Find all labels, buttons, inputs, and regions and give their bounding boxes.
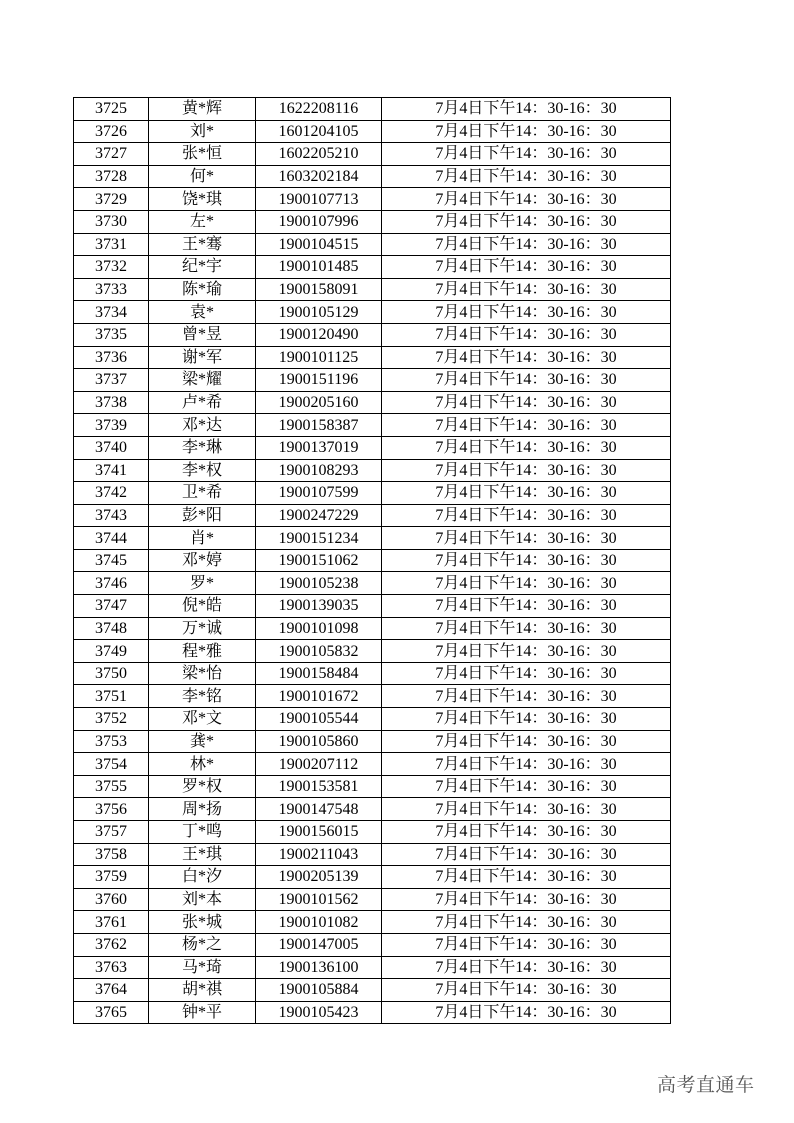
row-number-cell: 3754: [74, 753, 149, 776]
name-cell: 丁*鸣: [149, 821, 256, 844]
row-number-cell: 3739: [74, 414, 149, 437]
name-cell: 林*: [149, 753, 256, 776]
student-id-cell: 1900205139: [256, 866, 382, 889]
table-row: [74, 640, 671, 663]
name-cell: 陈*瑜: [149, 278, 256, 301]
row-number-cell: 3746: [74, 572, 149, 595]
table-row: [74, 730, 671, 753]
row-number-cell: 3751: [74, 685, 149, 708]
table-row: [74, 1001, 671, 1024]
name-cell: 杨*之: [149, 933, 256, 956]
table-row: [74, 708, 671, 731]
row-number-cell: 3729: [74, 188, 149, 211]
name-cell: 马*琦: [149, 956, 256, 979]
name-cell: 王*骞: [149, 233, 256, 256]
row-number-cell: 3757: [74, 821, 149, 844]
table-row: [74, 459, 671, 482]
student-id-cell: 1900156015: [256, 821, 382, 844]
name-cell: 袁*: [149, 301, 256, 324]
exam-time-cell: 7月4日下午14：30-16：30: [382, 1001, 671, 1024]
name-cell: 梁*怡: [149, 662, 256, 685]
exam-time-cell: 7月4日下午14：30-16：30: [382, 301, 671, 324]
row-number-cell: 3762: [74, 933, 149, 956]
student-id-cell: 1900101098: [256, 617, 382, 640]
exam-time-cell: 7月4日下午14：30-16：30: [382, 753, 671, 776]
student-id-cell: 1900105832: [256, 640, 382, 663]
name-cell: 梁*耀: [149, 369, 256, 392]
exam-time-cell: 7月4日下午14：30-16：30: [382, 866, 671, 889]
student-id-cell: 1900158387: [256, 414, 382, 437]
name-cell: 张*城: [149, 911, 256, 934]
watermark-text: 高考直通车: [657, 1074, 755, 1096]
exam-time-cell: 7月4日下午14：30-16：30: [382, 979, 671, 1002]
row-number-cell: 3753: [74, 730, 149, 753]
exam-time-cell: 7月4日下午14：30-16：30: [382, 233, 671, 256]
exam-time-cell: 7月4日下午14：30-16：30: [382, 482, 671, 505]
table-row: [74, 233, 671, 256]
student-id-cell: 1900151062: [256, 549, 382, 572]
student-id-cell: 1900107713: [256, 188, 382, 211]
exam-time-cell: 7月4日下午14：30-16：30: [382, 414, 671, 437]
name-cell: 邓*文: [149, 708, 256, 731]
student-id-cell: 1900211043: [256, 843, 382, 866]
exam-time-cell: 7月4日下午14：30-16：30: [382, 617, 671, 640]
row-number-cell: 3737: [74, 369, 149, 392]
table-row: [74, 323, 671, 346]
student-id-cell: 1900101125: [256, 346, 382, 369]
exam-time-cell: 7月4日下午14：30-16：30: [382, 549, 671, 572]
name-cell: 白*汐: [149, 866, 256, 889]
exam-time-cell: 7月4日下午14：30-16：30: [382, 369, 671, 392]
table-row: [74, 866, 671, 889]
exam-time-cell: 7月4日下午14：30-16：30: [382, 888, 671, 911]
exam-time-cell: 7月4日下午14：30-16：30: [382, 346, 671, 369]
student-id-cell: 1900139035: [256, 595, 382, 618]
exam-time-cell: 7月4日下午14：30-16：30: [382, 459, 671, 482]
row-number-cell: 3755: [74, 775, 149, 798]
row-number-cell: 3728: [74, 165, 149, 188]
student-id-cell: 1900107599: [256, 482, 382, 505]
name-cell: 曾*昱: [149, 323, 256, 346]
name-cell: 程*雅: [149, 640, 256, 663]
row-number-cell: 3732: [74, 256, 149, 279]
name-cell: 纪*宇: [149, 256, 256, 279]
student-id-cell: 1900101672: [256, 685, 382, 708]
name-cell: 彭*阳: [149, 504, 256, 527]
schedule-table: [73, 97, 671, 1024]
name-cell: 肖*: [149, 527, 256, 550]
student-id-cell: 1900147005: [256, 933, 382, 956]
row-number-cell: 3741: [74, 459, 149, 482]
exam-time-cell: 7月4日下午14：30-16：30: [382, 595, 671, 618]
student-id-cell: 1900105884: [256, 979, 382, 1002]
exam-time-cell: 7月4日下午14：30-16：30: [382, 572, 671, 595]
student-id-cell: 1900120490: [256, 323, 382, 346]
exam-time-cell: 7月4日下午14：30-16：30: [382, 256, 671, 279]
row-number-cell: 3756: [74, 798, 149, 821]
name-cell: 谢*军: [149, 346, 256, 369]
exam-time-cell: 7月4日下午14：30-16：30: [382, 188, 671, 211]
row-number-cell: 3765: [74, 1001, 149, 1024]
row-number-cell: 3727: [74, 143, 149, 166]
row-number-cell: 3725: [74, 98, 149, 121]
table-row: [74, 527, 671, 550]
table-row: [74, 753, 671, 776]
name-cell: 刘*本: [149, 888, 256, 911]
table-row: [74, 685, 671, 708]
name-cell: 邓*婷: [149, 549, 256, 572]
name-cell: 卫*希: [149, 482, 256, 505]
row-number-cell: 3736: [74, 346, 149, 369]
table-row: [74, 617, 671, 640]
student-id-cell: 1900205160: [256, 391, 382, 414]
student-id-cell: 1900108293: [256, 459, 382, 482]
exam-time-cell: 7月4日下午14：30-16：30: [382, 662, 671, 685]
row-number-cell: 3761: [74, 911, 149, 934]
row-number-cell: 3733: [74, 278, 149, 301]
row-number-cell: 3749: [74, 640, 149, 663]
row-number-cell: 3760: [74, 888, 149, 911]
table-row: [74, 278, 671, 301]
name-cell: 王*琪: [149, 843, 256, 866]
row-number-cell: 3738: [74, 391, 149, 414]
exam-time-cell: 7月4日下午14：30-16：30: [382, 708, 671, 731]
student-id-cell: 1900101082: [256, 911, 382, 934]
student-id-cell: 1900101562: [256, 888, 382, 911]
row-number-cell: 3743: [74, 504, 149, 527]
student-id-cell: 1900101485: [256, 256, 382, 279]
student-id-cell: 1900153581: [256, 775, 382, 798]
student-id-cell: 1900247229: [256, 504, 382, 527]
table-row: [74, 436, 671, 459]
name-cell: 倪*皓: [149, 595, 256, 618]
table-row: [74, 301, 671, 324]
name-cell: 李*琳: [149, 436, 256, 459]
student-id-cell: 1900147548: [256, 798, 382, 821]
row-number-cell: 3752: [74, 708, 149, 731]
table-row: [74, 572, 671, 595]
name-cell: 黄*辉: [149, 98, 256, 121]
student-id-cell: 1900136100: [256, 956, 382, 979]
name-cell: 周*扬: [149, 798, 256, 821]
exam-time-cell: 7月4日下午14：30-16：30: [382, 933, 671, 956]
student-id-cell: 1900151196: [256, 369, 382, 392]
row-number-cell: 3745: [74, 549, 149, 572]
exam-time-cell: 7月4日下午14：30-16：30: [382, 278, 671, 301]
table-body: [74, 98, 671, 1024]
student-id-cell: 1622208116: [256, 98, 382, 121]
student-id-cell: 1900137019: [256, 436, 382, 459]
exam-time-cell: 7月4日下午14：30-16：30: [382, 210, 671, 233]
student-id-cell: 1900158484: [256, 662, 382, 685]
table-row: [74, 821, 671, 844]
table-row: [74, 120, 671, 143]
exam-time-cell: 7月4日下午14：30-16：30: [382, 730, 671, 753]
student-id-cell: 1900105544: [256, 708, 382, 731]
row-number-cell: 3748: [74, 617, 149, 640]
table-row: [74, 956, 671, 979]
row-number-cell: 3759: [74, 866, 149, 889]
name-cell: 张*恒: [149, 143, 256, 166]
table-row: [74, 143, 671, 166]
student-id-cell: 1601204105: [256, 120, 382, 143]
row-number-cell: 3735: [74, 323, 149, 346]
name-cell: 刘*: [149, 120, 256, 143]
exam-time-cell: 7月4日下午14：30-16：30: [382, 98, 671, 121]
exam-time-cell: 7月4日下午14：30-16：30: [382, 911, 671, 934]
table-row: [74, 346, 671, 369]
student-id-cell: 1900151234: [256, 527, 382, 550]
name-cell: 罗*权: [149, 775, 256, 798]
student-id-cell: 1900105860: [256, 730, 382, 753]
table-row: [74, 369, 671, 392]
row-number-cell: 3758: [74, 843, 149, 866]
exam-time-cell: 7月4日下午14：30-16：30: [382, 821, 671, 844]
name-cell: 万*诚: [149, 617, 256, 640]
table-row: [74, 933, 671, 956]
row-number-cell: 3750: [74, 662, 149, 685]
table-row: [74, 504, 671, 527]
table-row: [74, 775, 671, 798]
exam-time-cell: 7月4日下午14：30-16：30: [382, 165, 671, 188]
row-number-cell: 3740: [74, 436, 149, 459]
table-row: [74, 482, 671, 505]
name-cell: 何*: [149, 165, 256, 188]
student-id-cell: 1900105129: [256, 301, 382, 324]
table-row: [74, 662, 671, 685]
row-number-cell: 3764: [74, 979, 149, 1002]
row-number-cell: 3747: [74, 595, 149, 618]
student-id-cell: 1900158091: [256, 278, 382, 301]
exam-time-cell: 7月4日下午14：30-16：30: [382, 843, 671, 866]
name-cell: 龚*: [149, 730, 256, 753]
row-number-cell: 3726: [74, 120, 149, 143]
exam-time-cell: 7月4日下午14：30-16：30: [382, 956, 671, 979]
table-row: [74, 256, 671, 279]
student-id-cell: 1900105238: [256, 572, 382, 595]
row-number-cell: 3763: [74, 956, 149, 979]
name-cell: 胡*祺: [149, 979, 256, 1002]
name-cell: 李*权: [149, 459, 256, 482]
student-id-cell: 1603202184: [256, 165, 382, 188]
table-row: [74, 595, 671, 618]
name-cell: 左*: [149, 210, 256, 233]
exam-time-cell: 7月4日下午14：30-16：30: [382, 436, 671, 459]
name-cell: 李*铭: [149, 685, 256, 708]
row-number-cell: 3730: [74, 210, 149, 233]
table-row: [74, 911, 671, 934]
name-cell: 卢*希: [149, 391, 256, 414]
table-row: [74, 549, 671, 572]
exam-time-cell: 7月4日下午14：30-16：30: [382, 527, 671, 550]
student-id-cell: 1900105423: [256, 1001, 382, 1024]
name-cell: 罗*: [149, 572, 256, 595]
exam-time-cell: 7月4日下午14：30-16：30: [382, 685, 671, 708]
student-id-cell: 1602205210: [256, 143, 382, 166]
table-row: [74, 798, 671, 821]
row-number-cell: 3744: [74, 527, 149, 550]
exam-time-cell: 7月4日下午14：30-16：30: [382, 798, 671, 821]
table-row: [74, 188, 671, 211]
table-row: [74, 414, 671, 437]
row-number-cell: 3731: [74, 233, 149, 256]
exam-time-cell: 7月4日下午14：30-16：30: [382, 143, 671, 166]
exam-time-cell: 7月4日下午14：30-16：30: [382, 775, 671, 798]
student-id-cell: 1900207112: [256, 753, 382, 776]
table-row: [74, 165, 671, 188]
name-cell: 钟*平: [149, 1001, 256, 1024]
table-row: [74, 98, 671, 121]
table-row: [74, 979, 671, 1002]
exam-time-cell: 7月4日下午14：30-16：30: [382, 640, 671, 663]
table-row: [74, 843, 671, 866]
row-number-cell: 3742: [74, 482, 149, 505]
name-cell: 饶*琪: [149, 188, 256, 211]
exam-time-cell: 7月4日下午14：30-16：30: [382, 504, 671, 527]
student-id-cell: 1900104515: [256, 233, 382, 256]
table-row: [74, 888, 671, 911]
name-cell: 邓*达: [149, 414, 256, 437]
row-number-cell: 3734: [74, 301, 149, 324]
exam-time-cell: 7月4日下午14：30-16：30: [382, 120, 671, 143]
table-row: [74, 210, 671, 233]
exam-time-cell: 7月4日下午14：30-16：30: [382, 323, 671, 346]
exam-time-cell: 7月4日下午14：30-16：30: [382, 391, 671, 414]
table-row: [74, 391, 671, 414]
student-id-cell: 1900107996: [256, 210, 382, 233]
